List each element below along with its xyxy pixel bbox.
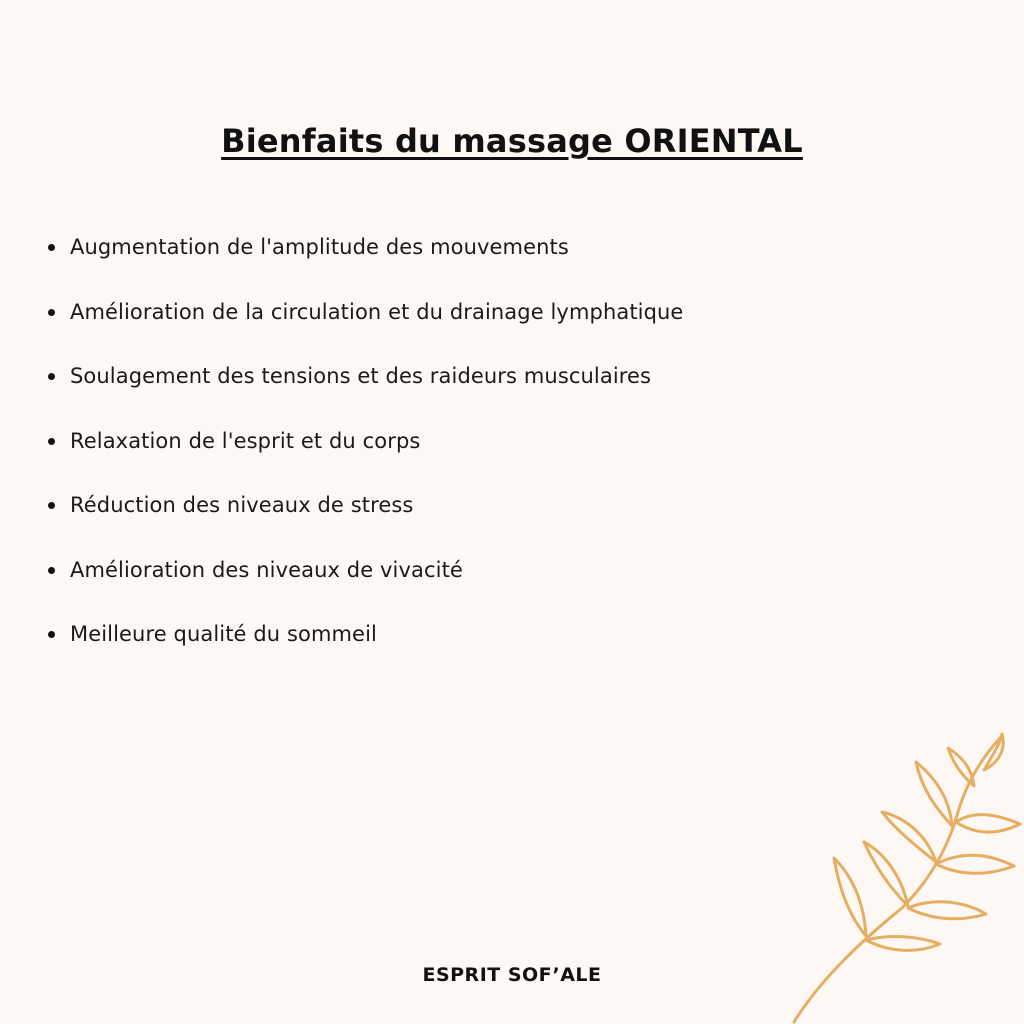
benefit-text: Amélioration des niveaux de vivacité bbox=[70, 557, 463, 582]
page-title bbox=[0, 118, 1024, 164]
bullet-icon bbox=[48, 309, 55, 316]
bullet-icon bbox=[48, 567, 55, 574]
list-item bbox=[48, 228, 683, 293]
benefit-text: Relaxation de l'esprit et du corps bbox=[70, 428, 421, 453]
bullet-icon bbox=[48, 373, 55, 380]
bullet-icon bbox=[48, 631, 55, 638]
benefit-text: Amélioration de la circulation et du drainage lymphatique bbox=[70, 299, 684, 324]
list-item bbox=[48, 615, 683, 680]
bullet-icon bbox=[48, 438, 55, 445]
list-item bbox=[48, 486, 683, 551]
benefit-text: Augmentation de l'amplitude des mouvements bbox=[70, 235, 569, 259]
bullet-icon bbox=[48, 502, 55, 509]
list-item bbox=[48, 357, 683, 422]
bullet-icon bbox=[48, 244, 55, 251]
page-title-text: Bienfaits du massage ORIENTAL bbox=[221, 122, 803, 160]
list-item bbox=[48, 551, 683, 616]
benefit-text: Meilleure qualité du sommeil bbox=[70, 622, 377, 646]
list-item bbox=[48, 293, 683, 358]
benefit-text: Soulagement des tensions et des raideurs musculaires bbox=[70, 364, 652, 388]
benefits-list bbox=[48, 228, 683, 680]
list-item bbox=[48, 422, 683, 487]
brand-name: ESPRIT SOF’ALE bbox=[422, 964, 602, 986]
benefit-text: Réduction des niveaux de stress bbox=[70, 493, 414, 517]
